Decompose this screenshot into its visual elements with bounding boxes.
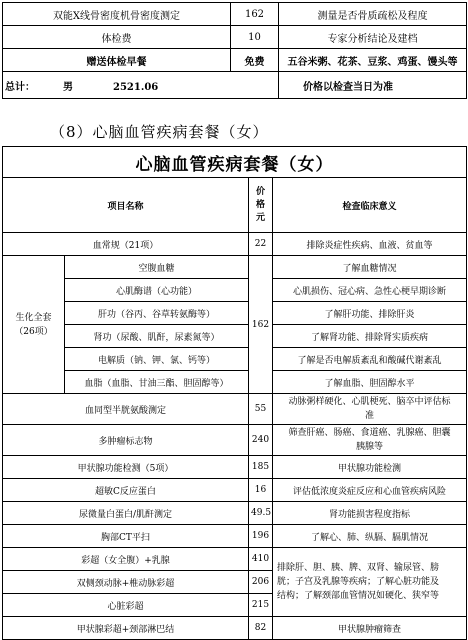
item-meaning: 甲状腺功能检测 xyxy=(273,456,467,479)
item-name: 多肿瘤标志物 xyxy=(3,425,249,456)
header-row xyxy=(3,178,467,233)
item-price: 82 xyxy=(249,617,273,640)
item-price: 410 xyxy=(249,548,273,571)
item-name: 赠送体检早餐 xyxy=(3,49,231,72)
table-row xyxy=(3,279,467,302)
item-meaning: 了解心、肺、纵膈、膈肌情况 xyxy=(273,525,467,548)
table-row xyxy=(3,502,467,525)
table-row xyxy=(3,302,467,325)
item-meaning: 甲状腺肿瘤筛查 xyxy=(273,617,467,640)
item-price: 185 xyxy=(249,456,273,479)
item-meaning: 了解肝功能、排除肝炎 xyxy=(273,302,467,325)
total-amount: 2521.06 xyxy=(113,81,159,93)
item-meaning: 五谷米粥、花茶、豆浆、鸡蛋、馒头等 xyxy=(279,49,467,72)
item-meaning: 了解肾功能、排除肾实质疾病 xyxy=(273,325,467,348)
top-price-table xyxy=(2,2,467,99)
item-meaning: 评估低浓度炎症反应和心血管疾病风险 xyxy=(273,479,467,502)
section-heading: （8）心脑血管疾病套餐（女） xyxy=(50,123,269,141)
package-table xyxy=(2,146,467,640)
total-row xyxy=(3,72,467,99)
item-price: 免费 xyxy=(231,49,279,72)
item-name: 胸部CT平扫 xyxy=(3,525,249,548)
table-row xyxy=(3,456,467,479)
item-name: 肾功（尿酸、肌酐，尿素氮等） xyxy=(65,325,249,348)
item-meaning: 专家分析结论及建档 xyxy=(279,26,467,49)
price-note: 价格以检查当日为准 xyxy=(279,72,467,99)
item-name: 甲状腺功能检测（5项） xyxy=(3,456,249,479)
table-row xyxy=(3,425,467,456)
ultrasound-meaning: 排除肝、胆、胰、脾、双肾、输尿管、膀 胱；子宫及乳腺等疾病；了解心脏功能及 结构；了解颈部血管情况如硬化、狭窄等 xyxy=(273,548,467,617)
item-meaning: 心肌损伤、冠心病、急性心梗早期诊断 xyxy=(273,279,467,302)
table-row xyxy=(3,256,467,279)
item-price: 16 xyxy=(249,479,273,502)
item-price: 215 xyxy=(249,594,273,617)
table-row xyxy=(3,617,467,640)
total-label: 总计： xyxy=(5,81,35,93)
table-title-row xyxy=(3,147,467,178)
item-name: 彩超（女全腹）+乳腺 xyxy=(3,548,249,571)
total-gender: 男 xyxy=(63,81,73,93)
header-meaning: 检查临床意义 xyxy=(273,178,467,233)
table-row xyxy=(3,233,467,256)
item-name: 心脏彩超 xyxy=(3,594,249,617)
item-name: 甲状腺彩超+颈部淋巴结 xyxy=(3,617,249,640)
item-name: 肝功（谷丙、谷草转氨酶等） xyxy=(65,302,249,325)
item-name: 空腹血糖 xyxy=(65,256,249,279)
table-row xyxy=(3,26,467,49)
item-price: 55 xyxy=(249,394,273,425)
table-row xyxy=(3,479,467,502)
table-row xyxy=(3,394,467,425)
item-price: 10 xyxy=(231,26,279,49)
table-row xyxy=(3,525,467,548)
item-meaning: 测量是否骨质疏松及程度 xyxy=(279,3,467,26)
item-meaning: 了解血糖情况 xyxy=(273,256,467,279)
item-name: 心肌酶谱（心功能） xyxy=(65,279,249,302)
item-price: 240 xyxy=(249,425,273,456)
item-price: 196 xyxy=(249,525,273,548)
table-row xyxy=(3,548,467,571)
item-meaning: 筛查肝癌、肠癌、食道癌、乳腺癌、胆囊 胰腺等 xyxy=(273,425,467,456)
item-meaning: 肾功能损害程度指标 xyxy=(273,502,467,525)
item-meaning: 动脉粥样硬化、心肌梗死、脑卒中评估标 准 xyxy=(273,394,467,425)
item-name: 超敏C反应蛋白 xyxy=(3,479,249,502)
table-title: 心脑血管疾病套餐（女） xyxy=(3,147,467,178)
item-meaning: 了解是否电解质紊乱和酸碱代谢紊乱 xyxy=(273,348,467,371)
biochem-group-label: 生化全套 （26项） xyxy=(3,256,65,394)
item-name: 电解质（钠、钾、氯、钙等） xyxy=(65,348,249,371)
item-price: 49.5 xyxy=(249,502,273,525)
table-row xyxy=(3,348,467,371)
item-meaning: 排除炎症性疾病、血液、贫血等 xyxy=(273,233,467,256)
header-item: 项目名称 xyxy=(3,178,249,233)
table-row xyxy=(3,3,467,26)
total-cell xyxy=(3,72,279,99)
item-meaning: 了解血脂、胆固醇水平 xyxy=(273,371,467,394)
item-price: 162 xyxy=(231,3,279,26)
item-price: 22 xyxy=(249,233,273,256)
item-name: 尿微量白蛋白/肌酐测定 xyxy=(3,502,249,525)
biochem-price: 162 xyxy=(249,256,273,394)
item-price: 206 xyxy=(249,571,273,594)
item-name: 血脂（血脂、甘油三酯、胆固醇等） xyxy=(65,371,249,394)
table-row xyxy=(3,49,467,72)
item-name: 双侧颈动脉+椎动脉彩超 xyxy=(3,571,249,594)
table-row xyxy=(3,371,467,394)
item-name: 血常规（21项） xyxy=(3,233,249,256)
item-name: 血同型半胱氨酸测定 xyxy=(3,394,249,425)
header-price: 价 格 元 xyxy=(249,178,273,233)
item-name: 双能X线骨密度机骨密度测定 xyxy=(3,3,231,26)
table-row xyxy=(3,325,467,348)
item-name: 体检费 xyxy=(3,26,231,49)
